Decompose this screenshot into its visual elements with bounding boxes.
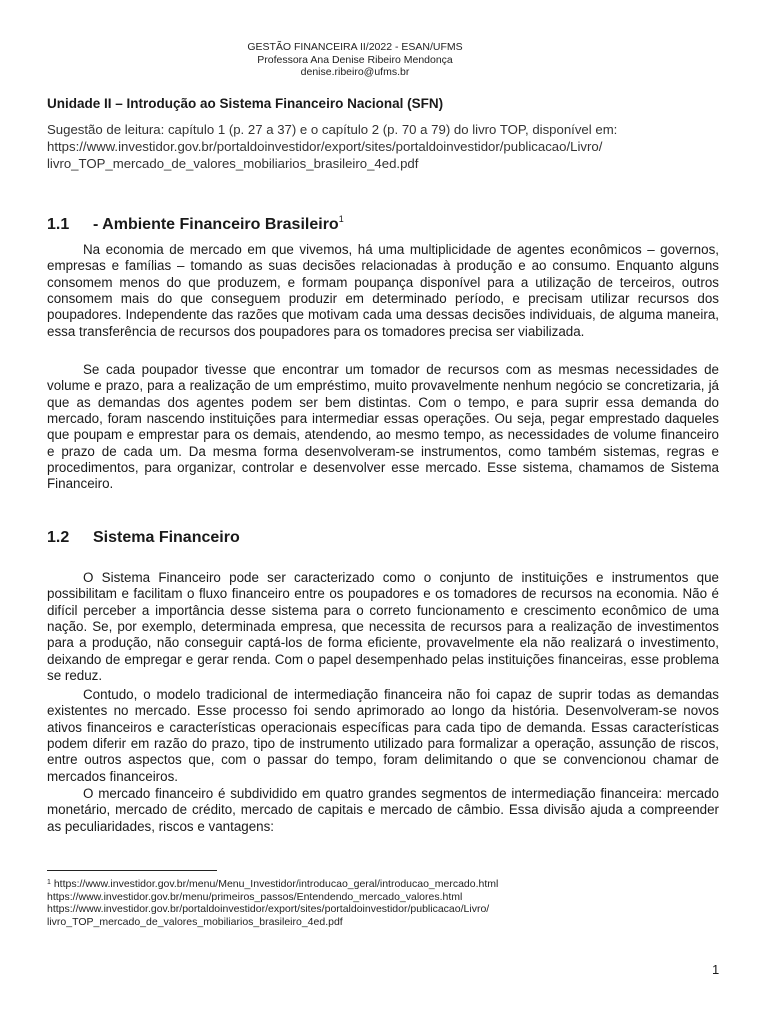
reading-suggestion <box>47 121 719 172</box>
section-title: - Ambiente Financeiro Brasileiro <box>93 216 339 233</box>
footnote-line <box>47 877 727 891</box>
section-heading-1-1 <box>47 214 344 234</box>
footnote-marker: 1 <box>47 879 51 886</box>
footnote-separator <box>47 870 217 871</box>
footnote-link[interactable]: livro_TOP_mercado_de_valores_mobiliarios_brasileiro_4ed.pdf <box>47 915 343 928</box>
section-title: Sistema Financeiro <box>93 529 240 546</box>
reading-link-line: livro_TOP_mercado_de_valores_mobiliarios_brasileiro_4ed.pdf <box>47 156 419 171</box>
section-number: 1.1 <box>47 216 70 233</box>
section-number: 1.2 <box>47 529 70 546</box>
document-header <box>0 41 710 79</box>
section-heading-1-2 <box>47 529 240 547</box>
paragraph: O mercado financeiro é subdividido em quatro grandes segmentos de intermediação financeira: mercado monetário, mercado de crédito, mercado de capitais e mercado de câmbio. Essa divisão ajuda a compreender as peculiaridades, riscos e vantagens: <box>47 786 719 834</box>
footnote-link[interactable]: https://www.investidor.gov.br/menu/Menu_Investidor/introducao_geral/introducao_mercado.html <box>50 878 499 890</box>
course-line: GESTÃO FINANCEIRA II/2022 - ESAN/UFMS <box>247 41 463 53</box>
page-number: 1 <box>712 962 720 977</box>
professor-line: Professora Ana Denise Ribeiro Mendonça <box>257 53 453 66</box>
paragraph: O Sistema Financeiro pode ser caracterizado como o conjunto de instituições e instrumentos que possibilitam e facilitam o fluxo financeiro entre os poupadores e os tomadores de recursos na economia. Não é difícil perceber a importância desse sistema para o correto funcionamento e crescimento econômico de uma nação. Se, por exemplo, determinada empresa, que necessita de recursos para a realização de investimentos para a produção, não conseguir captá-los de forma eficiente, provavelmente ela não realizará o investimento, deixando de empregar e gerar renda. Com o papel desempenhado pelas instituições financeiras, esse problema se reduz. <box>47 570 719 684</box>
paragraph: Contudo, o modelo tradicional de intermediação financeira não foi capaz de suprir todas as demandas existentes no mercado. Esse processo foi sendo aprimorado ao longo da história. Desenvolveram-se novos ativos financeiros e características operacionais específicas para cada tipo de demanda. Essas características podem diferir em razão do prazo, tipo de instrumento utilizado para formalizar a operação, assunção de riscos, entre outros aspectos que, com o passar do tempo, foram delimitando o que se convencionou chamar de mercados financeiros. <box>47 687 719 784</box>
footnote-reference: 1 <box>338 214 344 224</box>
unit-title: Unidade II – Introdução ao Sistema Financeiro Nacional (SFN) <box>47 96 444 111</box>
footnote-link[interactable]: https://www.investidor.gov.br/menu/primeiros_passos/Entendendo_mercado_valores.html <box>47 890 463 903</box>
reading-line: Sugestão de leitura: capítulo 1 (p. 27 a 37) e o capítulo 2 (p. 70 a 79) do livro TOP, disponível em: <box>47 122 618 137</box>
email-line: denise.ribeiro@ufms.br <box>300 66 410 78</box>
footnote-link[interactable]: https://www.investidor.gov.br/portaldoinvestidor/export/sites/portaldoinvestidor/publicacao/Livro/ <box>47 903 490 916</box>
paragraph: Na economia de mercado em que vivemos, há uma multiplicidade de agentes econômicos – governos, empresas e famílias – tomando as suas decisões relacionadas à produção e ao consumo. Enquanto alguns consomem menos do que produzem, e formam poupança disponível para a utilização de terceiros, outros consomem mais do que conseguem produzir em determinado período, e precisam utilizar recursos dos poupadores. Independente das razões que motivam cada uma dessas decisões individuais, de alguma maneira, essa transferência de recursos dos poupadores para os tomadores precisa ser viabilizada. <box>47 242 719 339</box>
reading-link-line: https://www.investidor.gov.br/portaldoinvestidor/export/sites/portaldoinvestidor/publicacao/Livro/ <box>47 139 603 154</box>
paragraph: Se cada poupador tivesse que encontrar um tomador de recursos com as mesmas necessidades de volume e prazo, para a realização de um empréstimo, muito provavelmente nenhum negócio se concretizaria, já que as demandas dos agentes podem ser bem distintas. Com o tempo, e para suprir essa demanda do mercado, foram nascendo instituições para intermediar essas operações. Ou seja, pegar emprestado daqueles que poupam e emprestar para os demais, atendendo, ao mesmo tempo, as necessidades de volume financeiro e prazo de cada um. Da mesma forma desenvolveram-se instrumentos, como também sistemas, regras e procedimentos, para organizar, controlar e desenvolver esse mercado. Esse sistema, chamamos de Sistema Financeiro. <box>47 362 719 492</box>
footnotes <box>47 877 727 928</box>
